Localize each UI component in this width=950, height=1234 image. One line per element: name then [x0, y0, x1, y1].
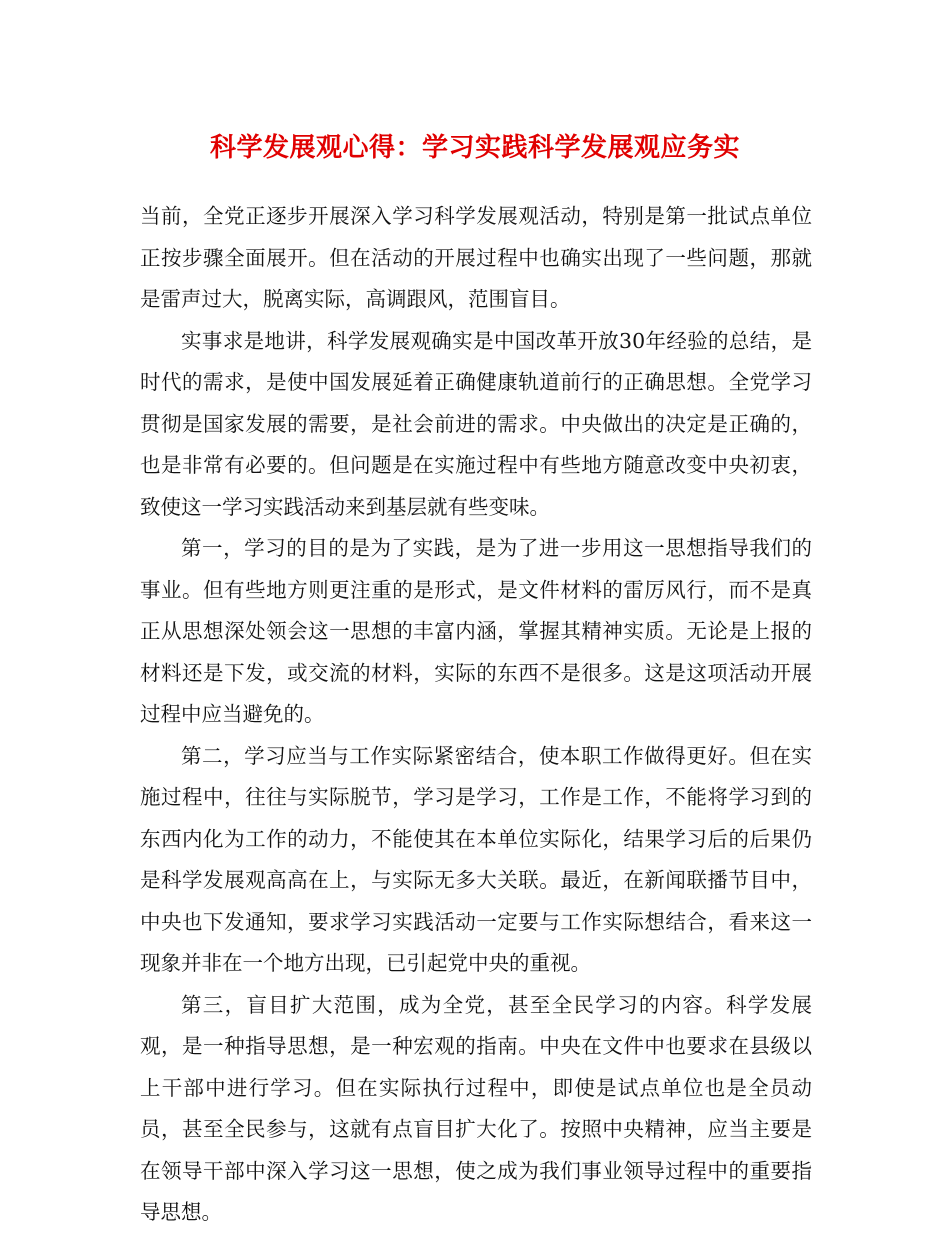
paragraph-point-three: 第三，盲目扩大范围，成为全党，甚至全民学习的内容。科学发展观，是一种指导思想，是一种宏观的指南。中央在文件中也要求在县级以上干部中进行学习。但在实际执行过程中，即使是试点单位也是全员动员，甚至全民参与，这就有点盲目扩大化了。按照中央精神，应当主要是在领导干部中深入学习这一思想，使之成为我们事业领导过程中的重要指导思想。	[140, 992, 812, 1224]
paragraph-point-one: 第一，学习的目的是为了实践，是为了进一步用这一思想指导我们的事业。但有些地方则更注重的是形式，是文件材料的雷厉风行，而不是真正从思想深处领会这一思想的丰富内涵，掌握其精神实质。无论是上报的材料还是下发，或交流的材料，实际的东西不是很多。这是这项活动开展过程中应当避免的。	[140, 536, 812, 726]
paragraph-intro: 当前，全党正逐步开展深入学习科学发展观活动，特别是第一批试点单位正按步骤全面展开。但在活动的开展过程中也确实出现了一些问题，那就是雷声过大，脱离实际，高调跟风，范围盲目。	[140, 204, 812, 311]
paragraph-point-two: 第二，学习应当与工作实际紧密结合，使本职工作做得更好。但在实施过程中，往往与实际脱节，学习是学习，工作是工作，不能将学习到的东西内化为工作的动力，不能使其在本单位实际化，结果学习后的后果仍是科学发展观高高在上，与实际无多大关联。最近，在新闻联播节目中，中央也下发通知，要求学习实践活动一定要与工作实际想结合，看来这一现象并非在一个地方出现，已引起党中央的重视。	[140, 743, 812, 975]
paragraph-seek-truth: 实事求是地讲，科学发展观确实是中国改革开放30年经验的总结，是时代的需求，是使中国发展延着正确健康轨道前行的正确思想。全党学习贯彻是国家发展的需要，是社会前进的需求。中央做出的决定是正确的，也是非常有必要的。但问题是在实施过程中有些地方随意改变中央初衷，致使这一学习实践活动来到基层就有些变味。	[140, 328, 812, 519]
document-title: 科学发展观心得：学习实践科学发展观应务实	[209, 133, 740, 163]
document-body	[140, 196, 812, 1234]
